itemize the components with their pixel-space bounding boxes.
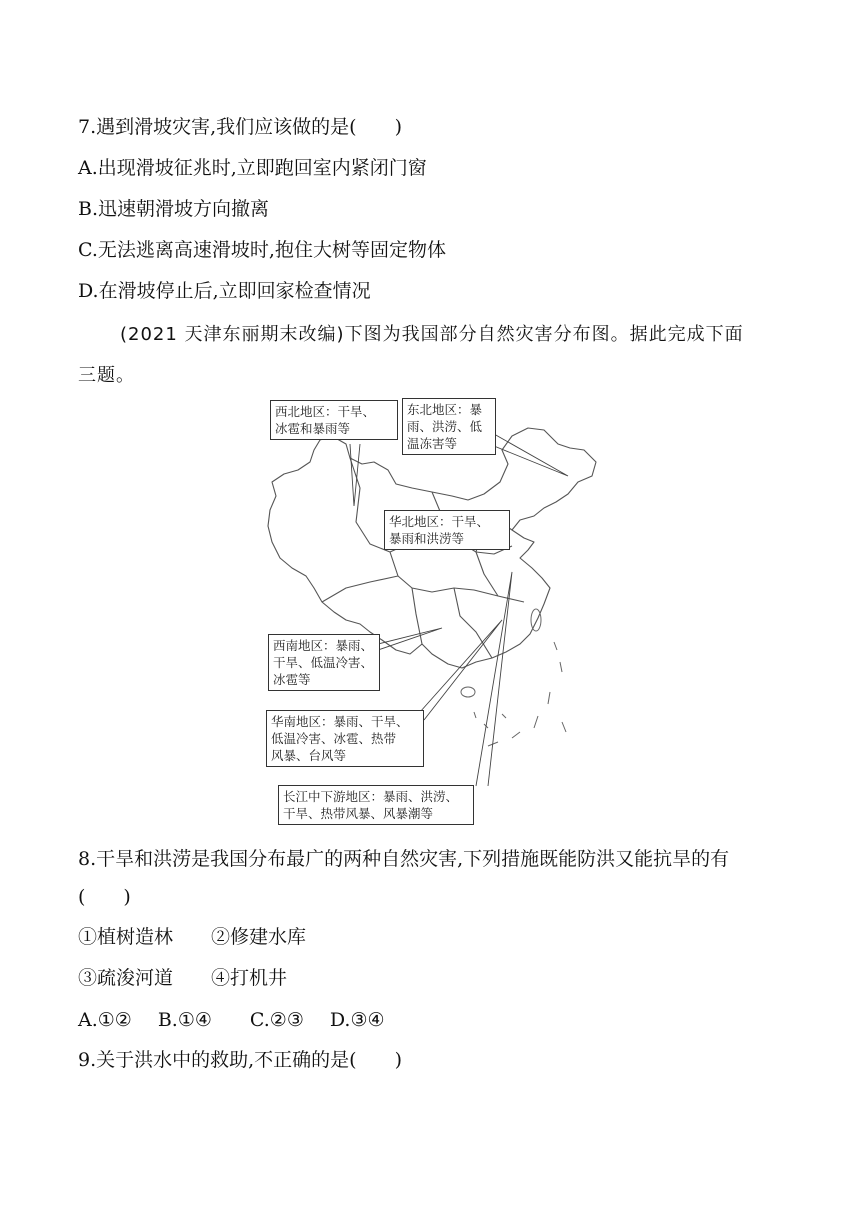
callout-north-china: 华北地区：干旱、 暴雨和洪涝等: [384, 510, 510, 550]
q8-option-1: ①植树造林: [78, 926, 174, 948]
q8-answer-a: A.①②: [78, 1009, 132, 1031]
intro-line-1: (2021 天津东丽期末改编)下图为我国部分自然灾害分布图。据此完成下面: [120, 324, 744, 345]
q7-option-b: B.迅速朝滑坡方向撤离: [78, 198, 270, 220]
q8-stem-line-2: ( ): [78, 886, 131, 908]
intro-line-2: 三题。: [78, 365, 135, 386]
callout-southwest: 西南地区：暴雨、 干旱、低温冷害、 冰雹等: [268, 634, 380, 691]
q8-options-row-2: [78, 965, 287, 991]
q9-stem: 9.关于洪水中的救助,不正确的是( ): [78, 1049, 402, 1071]
q7-option-a: A.出现滑坡征兆时,立即跑回室内紧闭门窗: [78, 157, 427, 179]
q8-option-4: ④打机井: [211, 967, 288, 989]
callout-northeast: 东北地区：暴 雨、洪涝、低 温冻害等: [402, 398, 496, 455]
q8-options-row-1: [78, 924, 306, 950]
q8-answer-b: B.①④: [157, 1009, 212, 1031]
callout-northwest: 西北地区：干旱、 冰雹和暴雨等: [270, 400, 398, 440]
callout-yangtze: 长江中下游地区：暴雨、洪涝、 干旱、热带风暴、风暴潮等: [278, 785, 474, 825]
q8-option-3: ③疏浚河道: [78, 967, 174, 989]
q8-stem-line-1: 8.干旱和洪涝是我国分布最广的两种自然灾害,下列措施既能防洪又能抗旱的有: [78, 848, 730, 870]
disaster-distribution-map: [262, 392, 608, 828]
q8-answer-c: C.②③: [249, 1009, 304, 1031]
q8-option-2: ②修建水库: [211, 926, 307, 948]
q8-answer-d: D.③④: [329, 1009, 385, 1031]
q7-option-d: D.在滑坡停止后,立即回家检查情况: [78, 280, 371, 302]
callout-south-china: 华南地区：暴雨、干旱、 低温冷害、冰雹、热带 风暴、台风等: [266, 710, 424, 767]
q7-stem: 7.遇到滑坡灾害,我们应该做的是( ): [78, 116, 402, 138]
q8-answers: [78, 1007, 385, 1033]
q7-option-c: C.无法逃离高速滑坡时,抱住大树等固定物体: [78, 239, 446, 261]
